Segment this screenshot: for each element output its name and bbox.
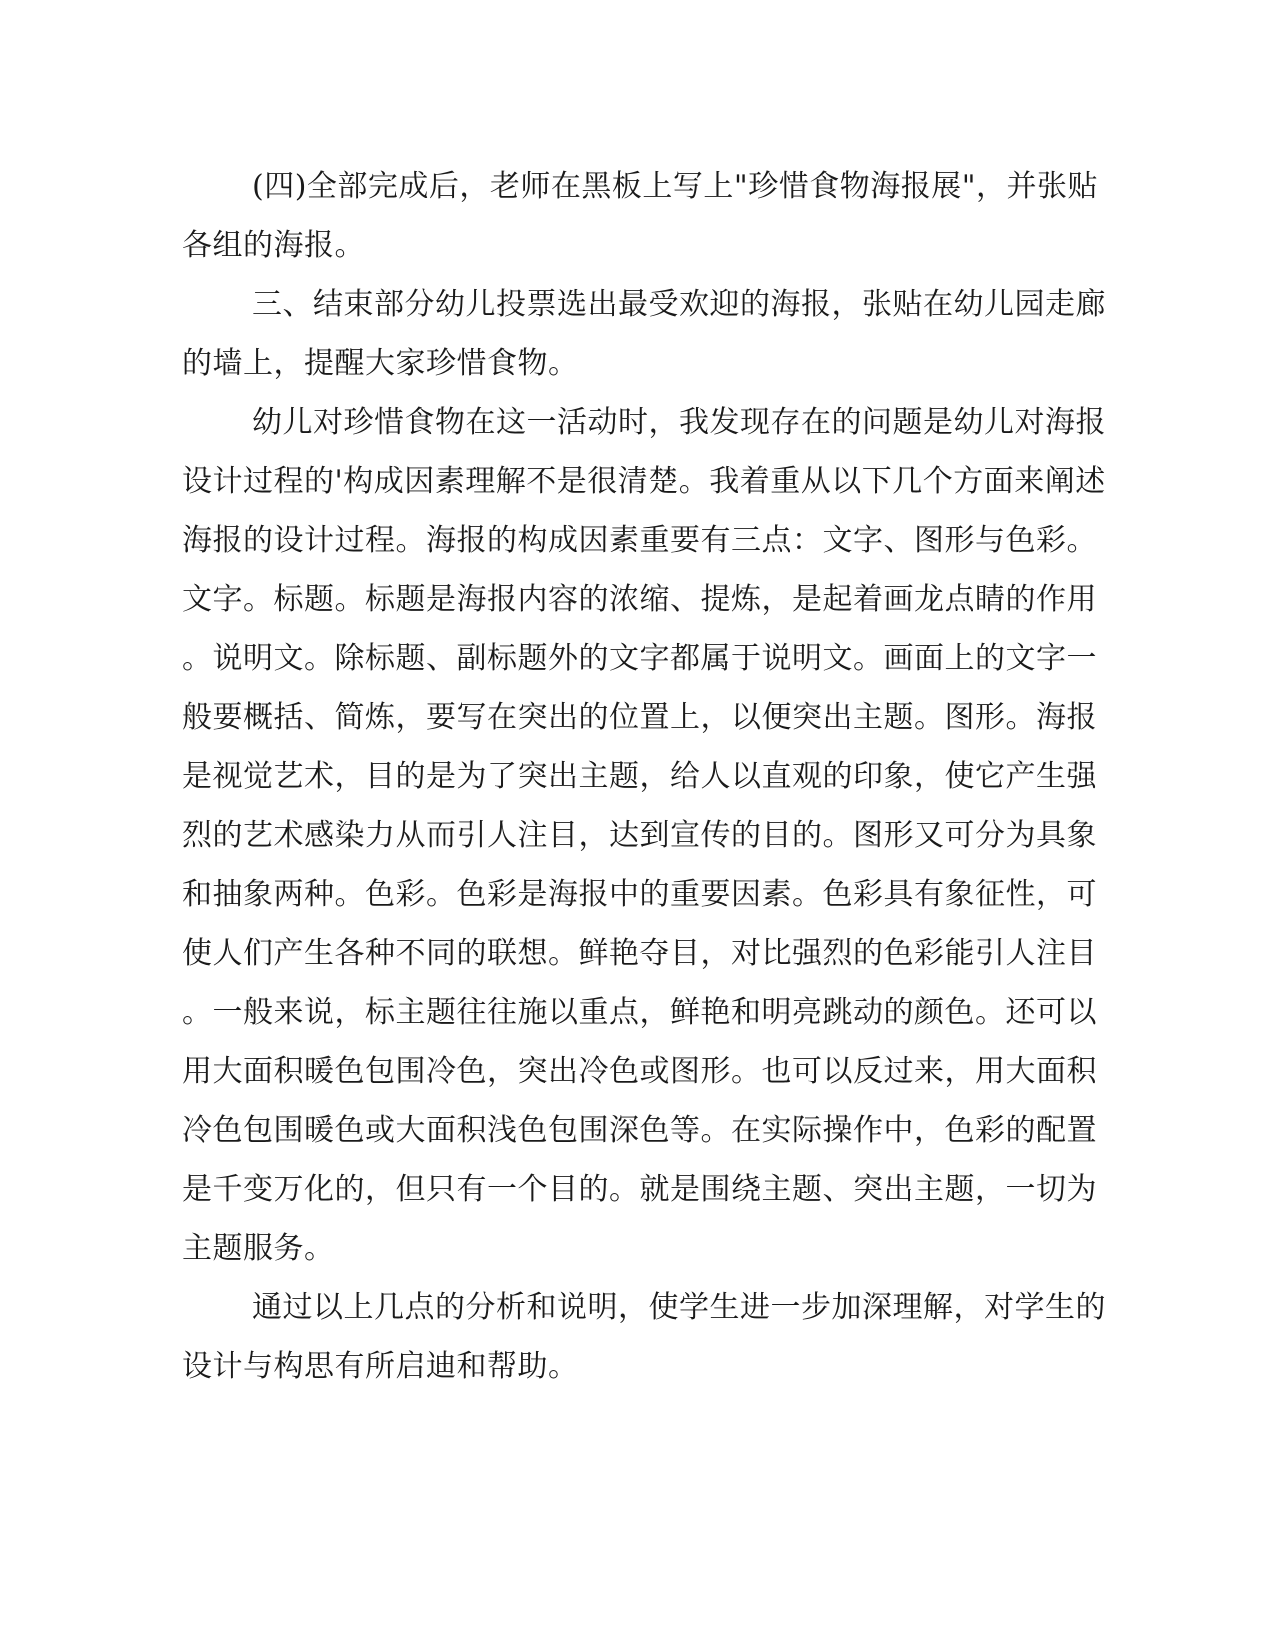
text-line: 。一般来说，标主题往往施以重点，鲜艳和明亮跳动的颜色。还可以 [182, 995, 1097, 1030]
text-line: 使人们产生各种不同的联想。鲜艳夺目，对比强烈的色彩能引人注目 [182, 936, 1097, 971]
text-line: 海报的设计过程。海报的构成因素重要有三点：文字、图形与色彩。 [182, 523, 1097, 558]
text-line: 文字。标题。标题是海报内容的浓缩、提炼，是起着画龙点睛的作用 [182, 582, 1097, 617]
text-line: 和抽象两种。色彩。色彩是海报中的重要因素。色彩具有象征性，可 [182, 877, 1097, 912]
paragraph-summary [182, 1278, 1106, 1396]
document-body [182, 157, 1106, 1396]
text-line: 的墙上，提醒大家珍惜食物。 [182, 346, 579, 381]
paragraph-conclusion [182, 275, 1106, 393]
text-line: 幼儿对珍惜食物在这一活动时，我发现存在的问题是幼儿对海报 [252, 405, 1106, 440]
paragraph-step-four [182, 157, 1099, 275]
text-line: 是千变万化的，但只有一个目的。就是围绕主题、突出主题，一切为 [182, 1172, 1097, 1207]
text-line: 主题服务。 [182, 1231, 335, 1266]
text-line: 设计过程的'构成因素理解不是很清楚。我着重从以下几个方面来阐述 [182, 464, 1106, 499]
text-line: 烈的艺术感染力从而引人注目，达到宣传的目的。图形又可分为具象 [182, 818, 1097, 853]
text-line: 冷色包围暖色或大面积浅色包围深色等。在实际操作中，色彩的配置 [182, 1113, 1097, 1148]
text-line: 般要概括、简炼，要写在突出的位置上，以便突出主题。图形。海报 [182, 700, 1097, 735]
text-line: 三、结束部分幼儿投票选出最受欢迎的海报，张贴在幼儿园走廊 [252, 287, 1106, 322]
text-line: 。说明文。除标题、副标题外的文字都属于说明文。画面上的文字一 [182, 641, 1097, 676]
paragraph-reflection [182, 393, 1106, 1278]
text-line: (四)全部完成后，老师在黑板上写上"珍惜食物海报展"，并张贴 [252, 169, 1099, 204]
text-line: 用大面积暖色包围冷色，突出冷色或图形。也可以反过来，用大面积 [182, 1054, 1097, 1089]
text-line: 各组的海报。 [182, 228, 365, 263]
text-line: 设计与构思有所启迪和帮助。 [182, 1349, 579, 1384]
text-line: 是视觉艺术，目的是为了突出主题，给人以直观的印象，使它产生强 [182, 759, 1097, 794]
text-line: 通过以上几点的分析和说明，使学生进一步加深理解，对学生的 [252, 1290, 1106, 1325]
